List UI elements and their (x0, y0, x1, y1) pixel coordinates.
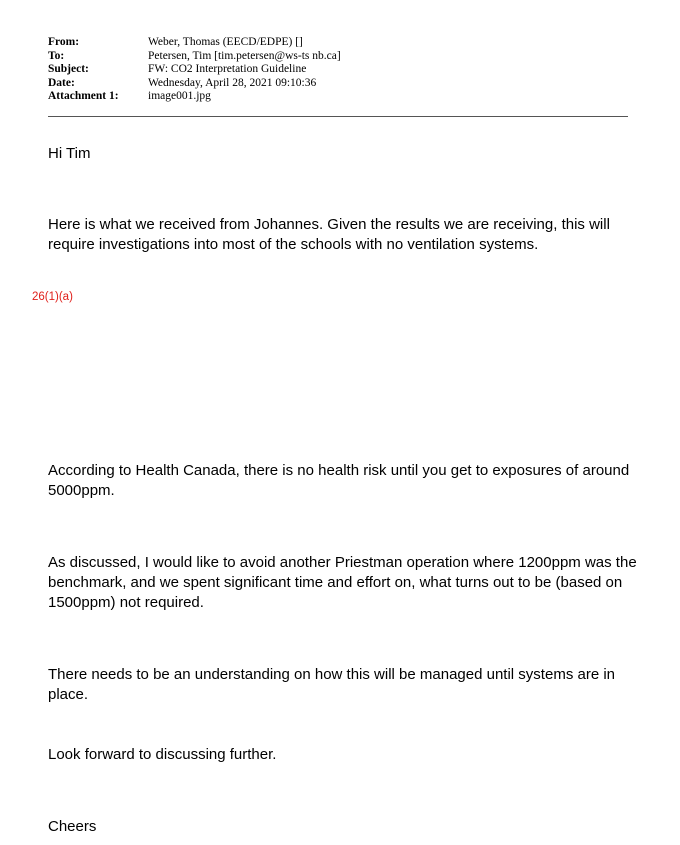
closing: Cheers (48, 818, 97, 835)
from-value: Weber, Thomas (EECD/EDPE) [] (148, 36, 303, 48)
redaction-code: 26(1)(a) (32, 291, 73, 303)
subject-label: Subject: (48, 63, 89, 75)
header-divider (48, 116, 628, 117)
date-label: Date: (48, 76, 75, 89)
to-label: To: (48, 49, 65, 62)
paragraph-1: Here is what we received from Johannes. Given the results we are receiving, this will require investigations into most of the schools with no ventilation systems. (48, 216, 610, 253)
to-value: Petersen, Tim [tim.petersen@ws-ts nb.ca] (148, 49, 341, 62)
paragraph-4: There needs to be an understanding on how this will be managed until systems are in place. (48, 666, 616, 703)
paragraph-5: Look forward to discussing further. (48, 746, 277, 763)
paragraph-3: As discussed, I would like to avoid another Priestman operation where 1200ppm was the benchmark, and we spent significant time and effort on, what turns out to be (based on 1500ppm) not required. (48, 554, 637, 611)
date-value: Wednesday, April 28, 2021 09:10:36 (148, 76, 317, 89)
from-row (48, 36, 628, 50)
attachment-value[interactable]: image001.jpg (148, 90, 211, 102)
from-label: From: (48, 36, 80, 48)
greeting: Hi Tim (48, 145, 91, 162)
subject-value: FW: CO2 Interpretation Guideline (148, 63, 307, 75)
paragraph-2: According to Health Canada, there is no health risk until you get to exposures of around 5000ppm. (48, 462, 630, 499)
attachment-label: Attachment 1: (48, 90, 119, 102)
attachment-row (48, 90, 628, 104)
subject-row (48, 63, 628, 77)
email-header (48, 36, 628, 104)
to-row (48, 50, 628, 64)
date-row (48, 77, 628, 91)
